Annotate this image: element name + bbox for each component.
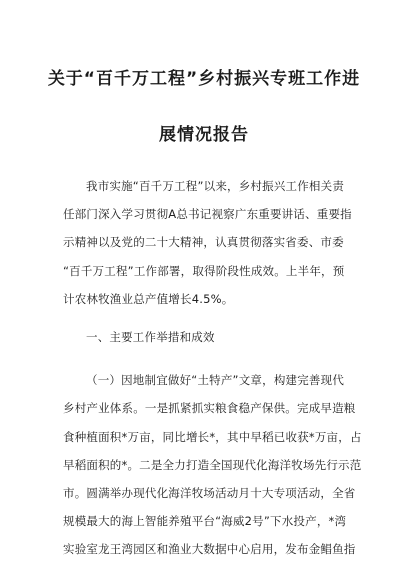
intro-paragraph-line: 计农林牧渔业总产值增长4.5%。: [63, 292, 234, 306]
intro-paragraph-line: “百千万工程”工作部署，取得阶段性成效。上半年，预: [63, 264, 345, 278]
section-paragraph-line: （一）因地制宜做好“土特产”文章，构建完善现代: [86, 373, 345, 387]
intro-paragraph-line: 我市实施“百千万工程”以来，乡村振兴工作相关责: [86, 179, 345, 193]
section-paragraph-line: 市。圆满举办现代化海洋牧场活动月十大专项活动，全省: [63, 486, 356, 500]
document-title-line-1: 关于“百千万工程”乡村振兴专班工作进: [47, 69, 361, 89]
intro-paragraph-line: 示精神以及党的二十大精神，认真贯彻落实省委、市委: [63, 235, 344, 249]
section-paragraph-line: 规模最大的海上智能养殖平台“海威2号”下水投产，*湾: [63, 514, 347, 528]
section-paragraph-line: 实验室龙王湾园区和渔业大数据中心启用，发布金鲳鱼指: [63, 542, 356, 556]
document-title-line-2: 展情况报告: [159, 125, 249, 145]
section-paragraph-line: 乡村产业体系。一是抓紧抓实粮食稳产保供。完成早造粮: [63, 401, 356, 415]
section-paragraph-line: 早稻面积的*。二是全力打造全国现代化海洋牧场先行示范: [63, 458, 362, 472]
section-paragraph-line: 食种植面积*万亩，同比增长*，其中早稻已收获*万亩，占: [63, 430, 362, 444]
section-heading: 一、主要工作举措和成效: [86, 330, 215, 344]
intro-paragraph-line: 任部门深入学习贯彻A总书记视察广东重要讲话、重要指: [63, 207, 352, 221]
